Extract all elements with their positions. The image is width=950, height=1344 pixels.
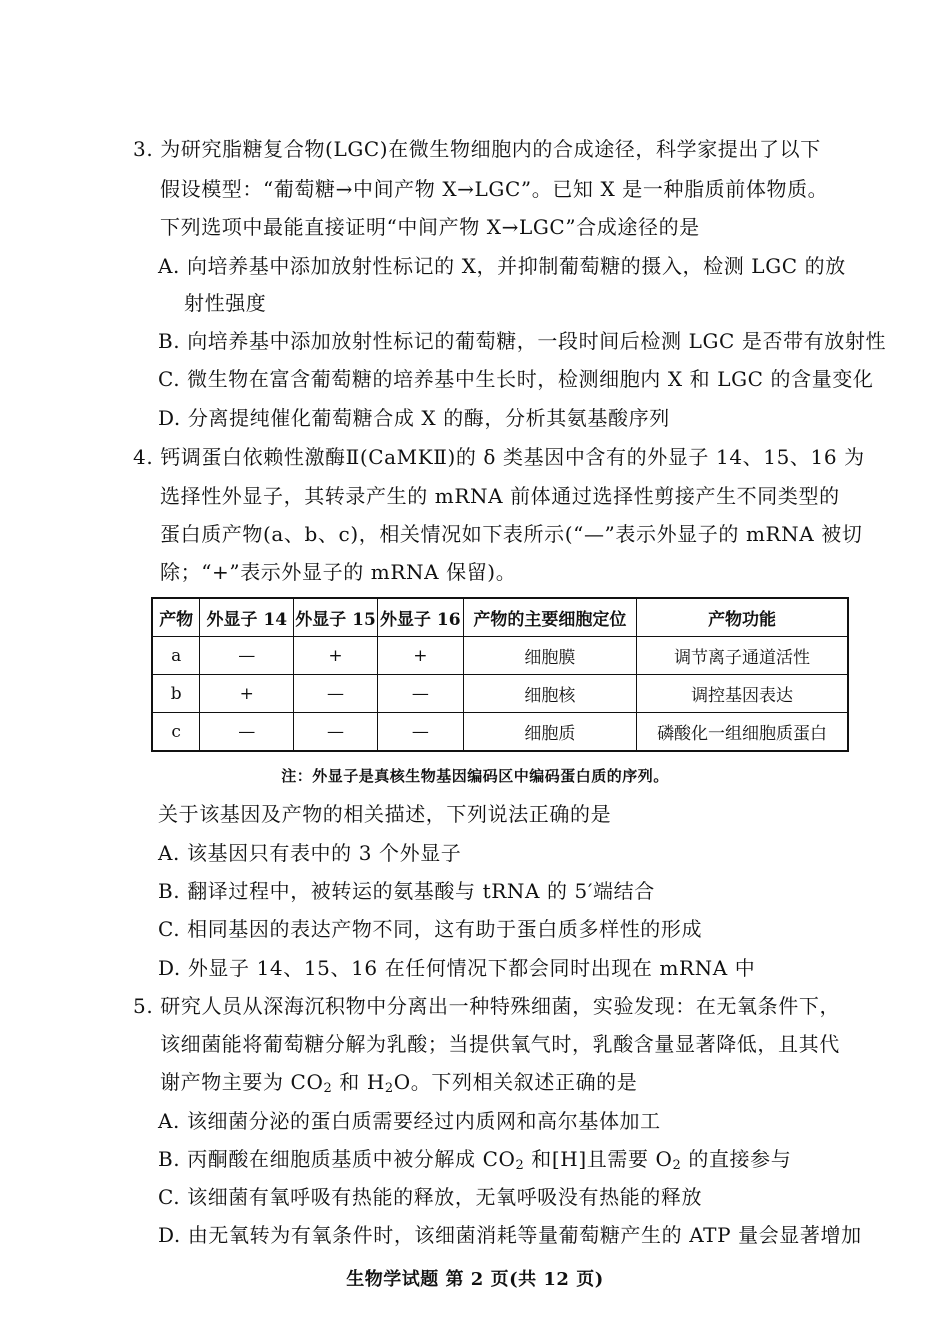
q4-line-2: 选择性外显子，其转录产生的 mRNA 前体通过选择性剪接产生不同类型的: [160, 484, 840, 508]
table-header-cell: 产物功能: [637, 598, 848, 637]
q5-option-a: A. 该细菌分泌的蛋白质需要经过内质网和高尔基体加工: [158, 1109, 661, 1133]
q5-line-1: 5. 研究人员从深海沉积物中分离出一种特殊细菌，实验发现：在无氧条件下，: [133, 994, 841, 1018]
subscript: 2: [672, 1158, 682, 1173]
table-note: 注：外显子是真核生物基因编码区中编码蛋白质的序列。: [281, 767, 669, 785]
q5-option-b-part: 的直接参与: [681, 1147, 792, 1171]
q3-line-2: 假设模型：“葡萄糖→中间产物 X→LGC”。已知 X 是一种脂质前体物质。: [160, 177, 829, 201]
subscript: 2: [384, 1081, 394, 1096]
q5-line-3: [160, 1069, 637, 1095]
q3-option-a-cont: 射性强度: [184, 291, 267, 315]
table-header-cell: 外显子 15: [294, 598, 378, 637]
subscript: 2: [515, 1158, 525, 1173]
q5-option-b-part: B. 丙酮酸在细胞质基质中被分解成 CO: [158, 1147, 516, 1171]
q5-line-3-part: 谢产物主要为 CO: [160, 1070, 324, 1094]
q4-line-3: 蛋白质产物(a、b、c)，相关情况如下表所示(“—”表示外显子的 mRNA 被切: [160, 522, 863, 546]
q5-option-b: [158, 1146, 791, 1172]
table-cell: 细胞核: [463, 675, 636, 713]
q4-option-c: C. 相同基因的表达产物不同，这有助于蛋白质多样性的形成: [158, 917, 703, 941]
table-cell: —: [200, 637, 294, 675]
q4-line-4: 除；“+”表示外显子的 mRNA 保留)。: [160, 560, 517, 584]
page-footer: 生物学试题 第 2 页(共 12 页): [346, 1269, 604, 1290]
subscript: 2: [323, 1081, 333, 1096]
table-row: [152, 675, 848, 713]
table-header-cell: 产物的主要细胞定位: [463, 598, 636, 637]
table-cell: —: [200, 713, 294, 752]
table-header-row: [152, 598, 848, 637]
q3-line-1: 3. 为研究脂糖复合物(LGC)在微生物细胞内的合成途径，科学家提出了以下: [133, 137, 821, 161]
table-cell: +: [377, 637, 463, 675]
q5-option-b-part: 和[H]且需要 O: [524, 1147, 673, 1171]
table-cell: c: [152, 713, 200, 752]
table-cell: 磷酸化一组细胞质蛋白: [637, 713, 848, 752]
q3-option-d: D. 分离提纯催化葡萄糖合成 X 的酶，分析其氨基酸序列: [158, 406, 670, 430]
q3-option-b: B. 向培养基中添加放射性标记的葡萄糖，一段时间后检测 LGC 是否带有放射性: [158, 329, 887, 353]
q5-line-3-part: O。下列相关叙述正确的是: [393, 1070, 638, 1094]
table-row: [152, 713, 848, 752]
q4-option-d: D. 外显子 14、15、16 在任何情况下都会同时出现在 mRNA 中: [158, 956, 756, 980]
table-cell: +: [294, 637, 378, 675]
q3-option-a: A. 向培养基中添加放射性标记的 X，并抑制葡萄糖的摄入，检测 LGC 的放: [158, 254, 846, 278]
table-row: [152, 637, 848, 675]
q5-option-d: D. 由无氧转为有氧条件时，该细菌消耗等量葡萄糖产生的 ATP 量会显著增加: [158, 1223, 862, 1247]
q4-stem: 关于该基因及产物的相关描述，下列说法正确的是: [158, 802, 612, 826]
table-header-cell: 外显子 14: [200, 598, 294, 637]
q4-line-1: 4. 钙调蛋白依赖性激酶Ⅱ(CaMKⅡ)的 δ 类基因中含有的外显子 14、15、16 为: [133, 445, 865, 469]
table-header-cell: 外显子 16: [377, 598, 463, 637]
table-cell: 调节离子通道活性: [637, 637, 848, 675]
q5-option-c: C. 该细菌有氧呼吸有热能的释放，无氧呼吸没有热能的释放: [158, 1185, 703, 1209]
q4-option-a: A. 该基因只有表中的 3 个外显子: [158, 841, 462, 865]
table-cell: +: [200, 675, 294, 713]
table-cell: —: [294, 713, 378, 752]
table-cell: 调控基因表达: [637, 675, 848, 713]
q5-line-3-part: 和 H: [332, 1070, 385, 1094]
q3-option-c: C. 微生物在富含葡萄糖的培养基中生长时，检测细胞内 X 和 LGC 的含量变化: [158, 367, 874, 391]
table-header-cell: 产物: [152, 598, 200, 637]
table-cell: b: [152, 675, 200, 713]
table-cell: —: [377, 713, 463, 752]
q4-option-b: B. 翻译过程中，被转运的氨基酸与 tRNA 的 5′端结合: [158, 879, 655, 903]
table-cell: —: [294, 675, 378, 713]
table-cell: —: [377, 675, 463, 713]
table-cell: a: [152, 637, 200, 675]
q5-line-2: 该细菌能将葡萄糖分解为乳酸；当提供氧气时，乳酸含量显著降低，且其代: [160, 1032, 840, 1056]
table-cell: 细胞膜: [463, 637, 636, 675]
exon-table: [151, 597, 849, 752]
table-cell: 细胞质: [463, 713, 636, 752]
q3-line-3: 下列选项中最能直接证明“中间产物 X→LGC”合成途径的是: [160, 215, 700, 239]
